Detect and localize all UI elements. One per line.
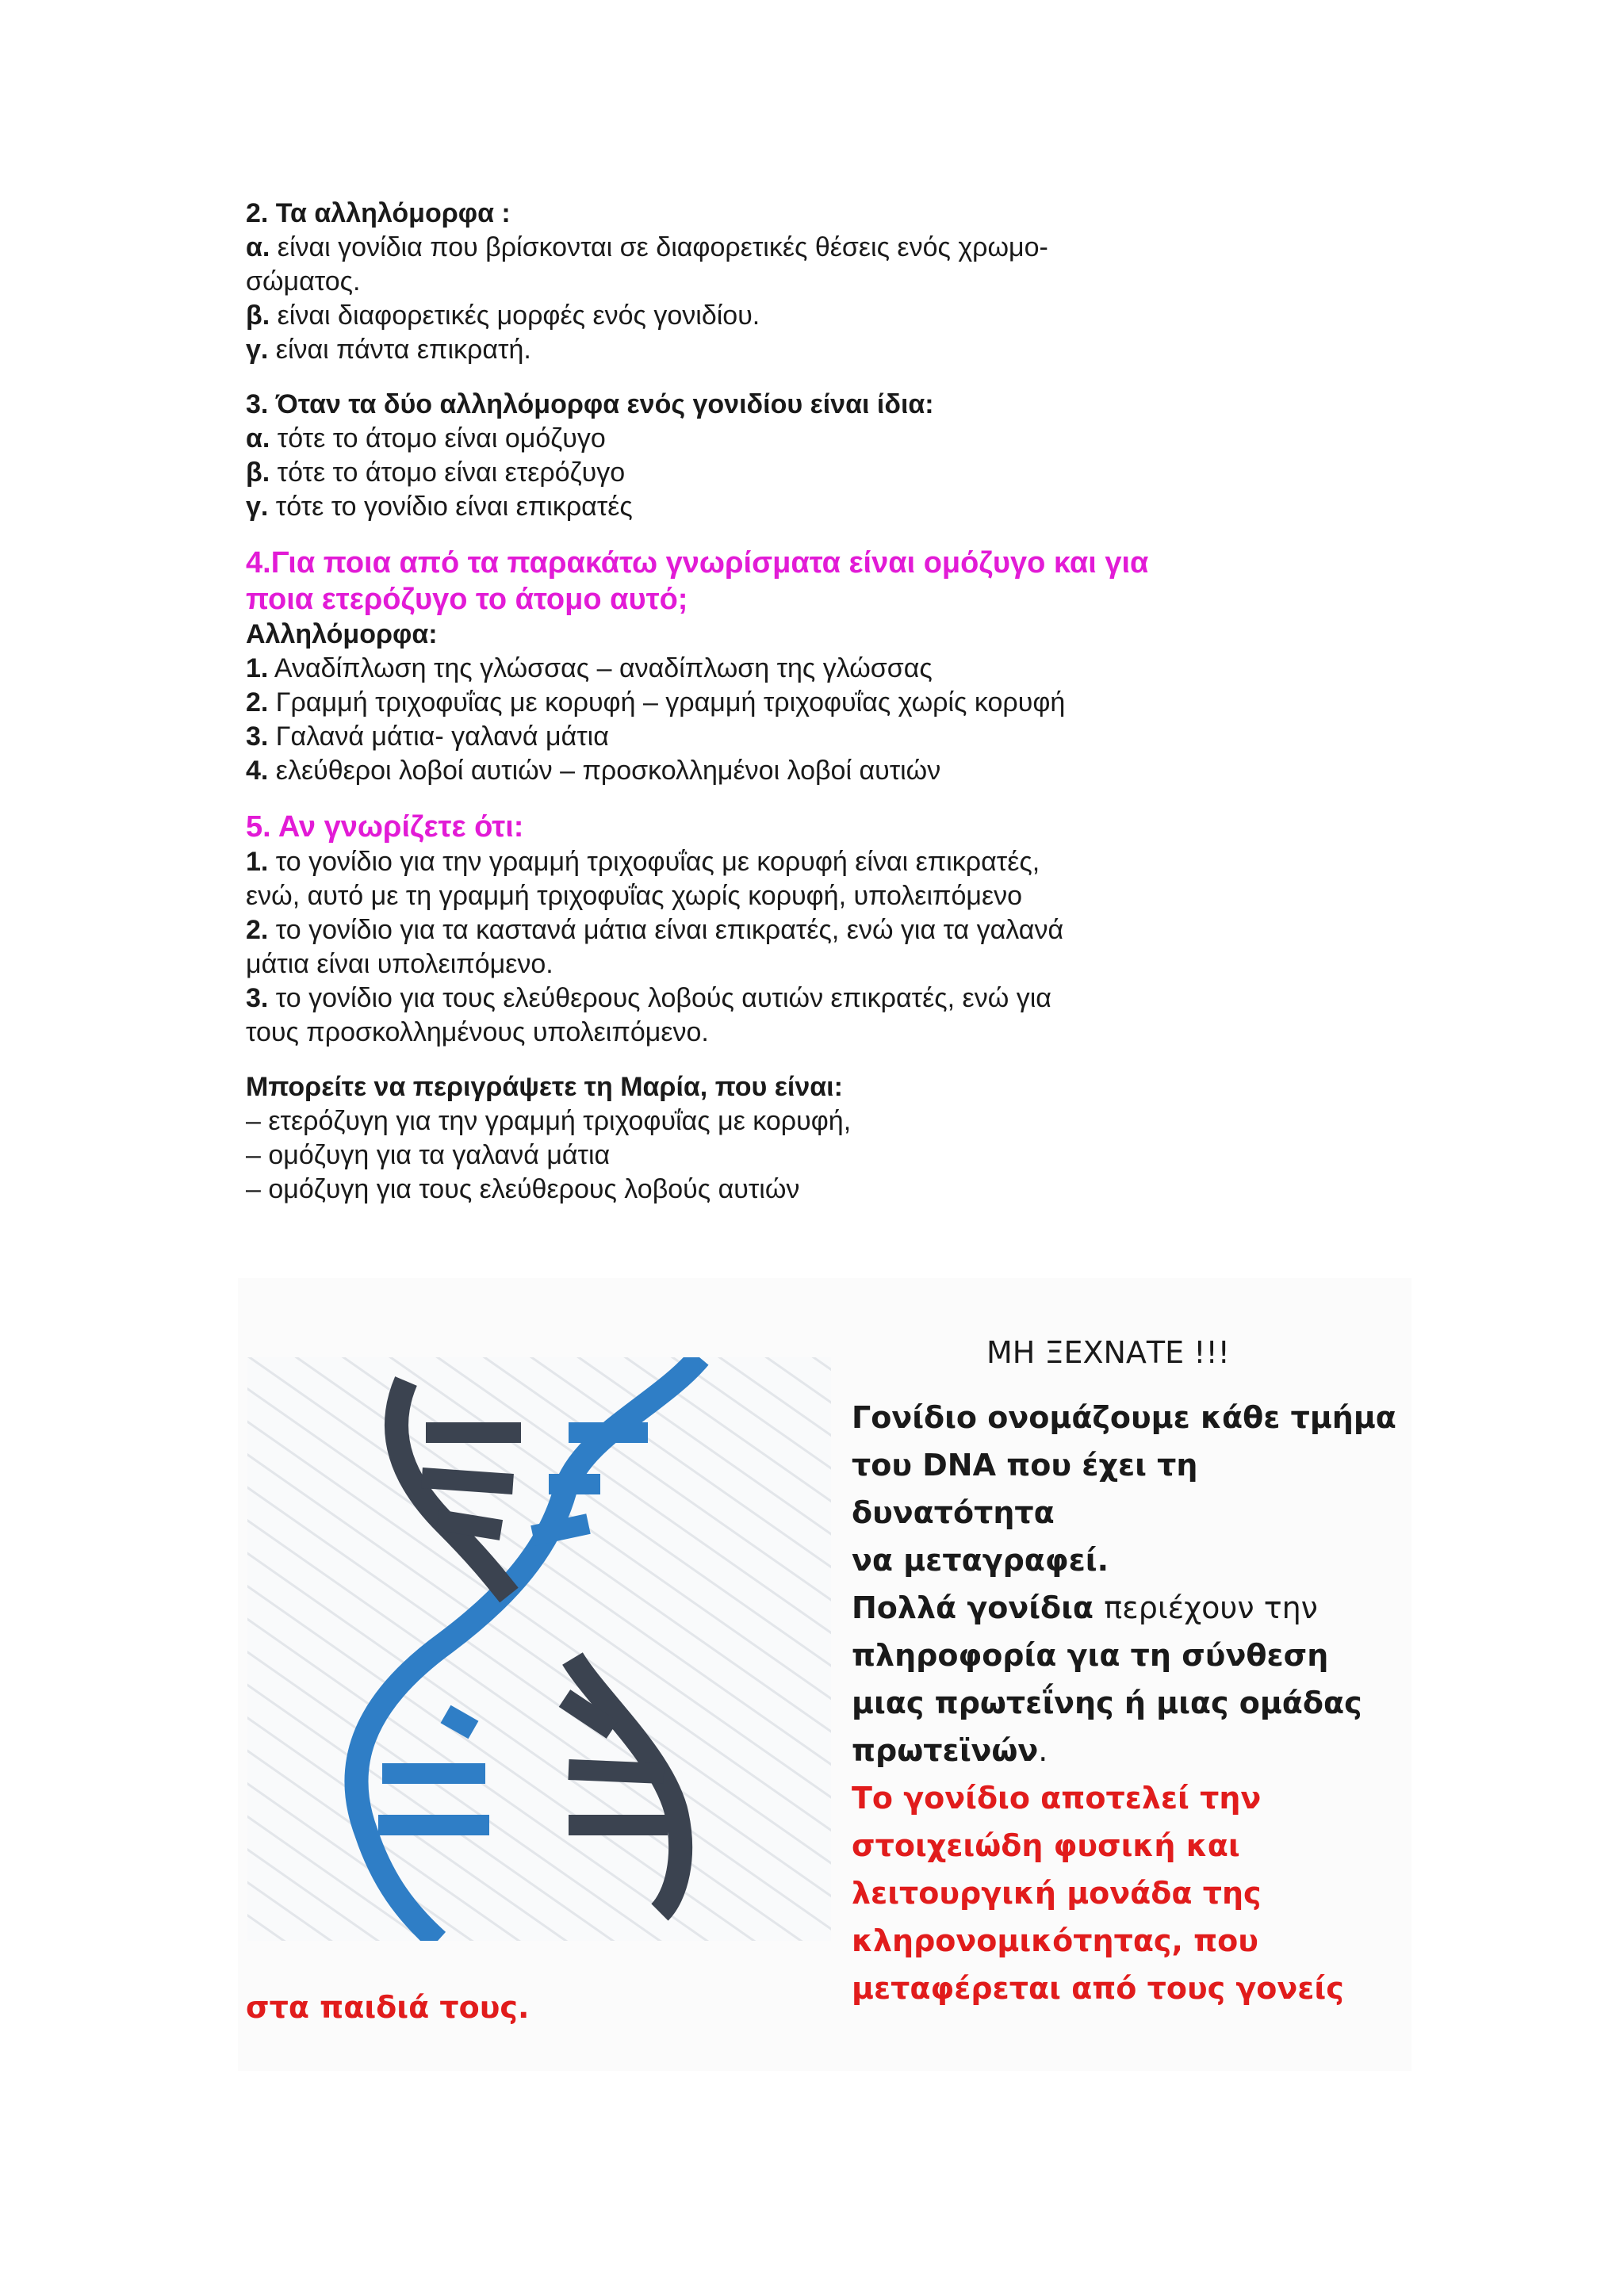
- worksheet-text: [246, 197, 1277, 1207]
- list-item: 1. το γονίδιο για την γραμμή τριχοφυΐας με κορυφή είναι επικρατές,: [246, 847, 1040, 877]
- heredity-unit-line: λειτουργική μονάδα της: [852, 1876, 1262, 1911]
- remember-heading: ΜΗ ΞΕΧΝΑΤΕ !!!: [986, 1335, 1230, 1370]
- option-c: γ. είναι πάντα επικρατή.: [246, 335, 531, 365]
- list-item-cont: μάτια είναι υπολειπόμενο.: [246, 949, 553, 979]
- definition-line: να μεταγραφεί.: [852, 1543, 1109, 1578]
- gene-definition: [852, 1394, 1407, 2012]
- list-item: 2. Γραμμή τριχοφυΐας με κορυφή – γραμμή τριχοφυΐας χωρίς κορυφή: [246, 687, 1066, 718]
- question-5: [246, 809, 1277, 1050]
- option-b: β. τότε το άτομο είναι ετερόζυγο: [246, 457, 626, 488]
- dna-helix-icon: [247, 1357, 831, 1941]
- list-item: 4. ελεύθεροι λοβοί αυτιών – προσκολλημένοι λοβοί αυτιών: [246, 756, 941, 786]
- protein-info-line: πρωτεϊνών.: [852, 1733, 1048, 1768]
- list-item-cont: ενώ, αυτό με τη γραμμή τριχοφυΐας χωρίς κορυφή, υπολειπόμενο: [246, 881, 1023, 911]
- list-item: 3. Γαλανά μάτια- γαλανά μάτια: [246, 721, 609, 752]
- list-item: – ετερόζυγη για την γραμμή τριχοφυΐας με κορυφή,: [246, 1106, 852, 1136]
- heredity-unit-line: μεταφέρεται από τους γονείς: [852, 1971, 1344, 2006]
- question-3: [246, 388, 1277, 524]
- option-a: α. είναι γονίδια που βρίσκονται σε διαφορετικές θέσεις ενός χρωμο-: [246, 232, 1048, 262]
- list-item: – ομόζυγη για τα γαλανά μάτια: [246, 1140, 611, 1170]
- heredity-unit-line-end: στα παιδιά τους.: [246, 1990, 530, 2025]
- question-2: [246, 197, 1277, 367]
- maria-question: [246, 1070, 1277, 1207]
- list-item: – ομόζυγη για τους ελεύθερους λοβούς αυτιών: [246, 1174, 800, 1204]
- option-b: β. είναι διαφορετικές μορφές ενός γονιδίου.: [246, 300, 760, 331]
- alleles-subtitle: Αλληλόμορφα:: [246, 619, 438, 649]
- list-item: 2. το γονίδιο για τα καστανά μάτια είναι επικρατές, ενώ για τα γαλανά: [246, 915, 1064, 945]
- protein-info-line: Πολλά γονίδια περιέχουν την: [852, 1590, 1318, 1625]
- definition-line: του DNA που έχει τη δυνατότητα: [852, 1448, 1198, 1530]
- heredity-unit-line: κληρονομικότητας, που: [852, 1923, 1258, 1958]
- heredity-unit-line: Το γονίδιο αποτελεί την: [852, 1781, 1262, 1816]
- question-2-title: 2. Τα αλληλόμορφα :: [246, 198, 511, 228]
- question-4-title-line2: ποια ετερόζυγο το άτομο αυτό;: [246, 583, 688, 616]
- protein-info-line: μιας πρωτεΐνης ή μιας ομάδας: [852, 1686, 1362, 1720]
- option-c: γ. τότε το γονίδιο είναι επικρατές: [246, 492, 633, 522]
- list-item: 1. Αναδίπλωση της γλώσσας – αναδίπλωση της γλώσσας: [246, 653, 933, 683]
- question-4-title-line1: 4.Για ποια από τα παρακάτω γνωρίσματα είναι ομόζυγο και για: [246, 546, 1149, 580]
- protein-info-line: πληροφορία για τη σύνθεση: [852, 1638, 1329, 1673]
- definition-line: Γονίδιο ονομάζουμε κάθε τμήμα: [852, 1400, 1396, 1435]
- heredity-unit-line: στοιχειώδη φυσική και: [852, 1828, 1240, 1863]
- option-a-cont: σώματος.: [246, 266, 361, 297]
- question-4: [246, 545, 1277, 788]
- maria-title: Μπορείτε να περιγράψετε τη Μαρία, που είναι:: [246, 1072, 843, 1102]
- list-item: 3. το γονίδιο για τους ελεύθερους λοβούς αυτιών επικρατές, ενώ για: [246, 983, 1051, 1013]
- option-a: α. τότε το άτομο είναι ομόζυγο: [246, 423, 606, 453]
- question-3-title: 3. Όταν τα δύο αλληλόμορφα ενός γονιδίου είναι ίδια:: [246, 389, 934, 419]
- dna-illustration: [247, 1357, 831, 1941]
- question-5-title: 5. Αν γνωρίζετε ότι:: [246, 810, 524, 844]
- list-item-cont: τους προσκολλημένους υπολειπόμενο.: [246, 1017, 709, 1047]
